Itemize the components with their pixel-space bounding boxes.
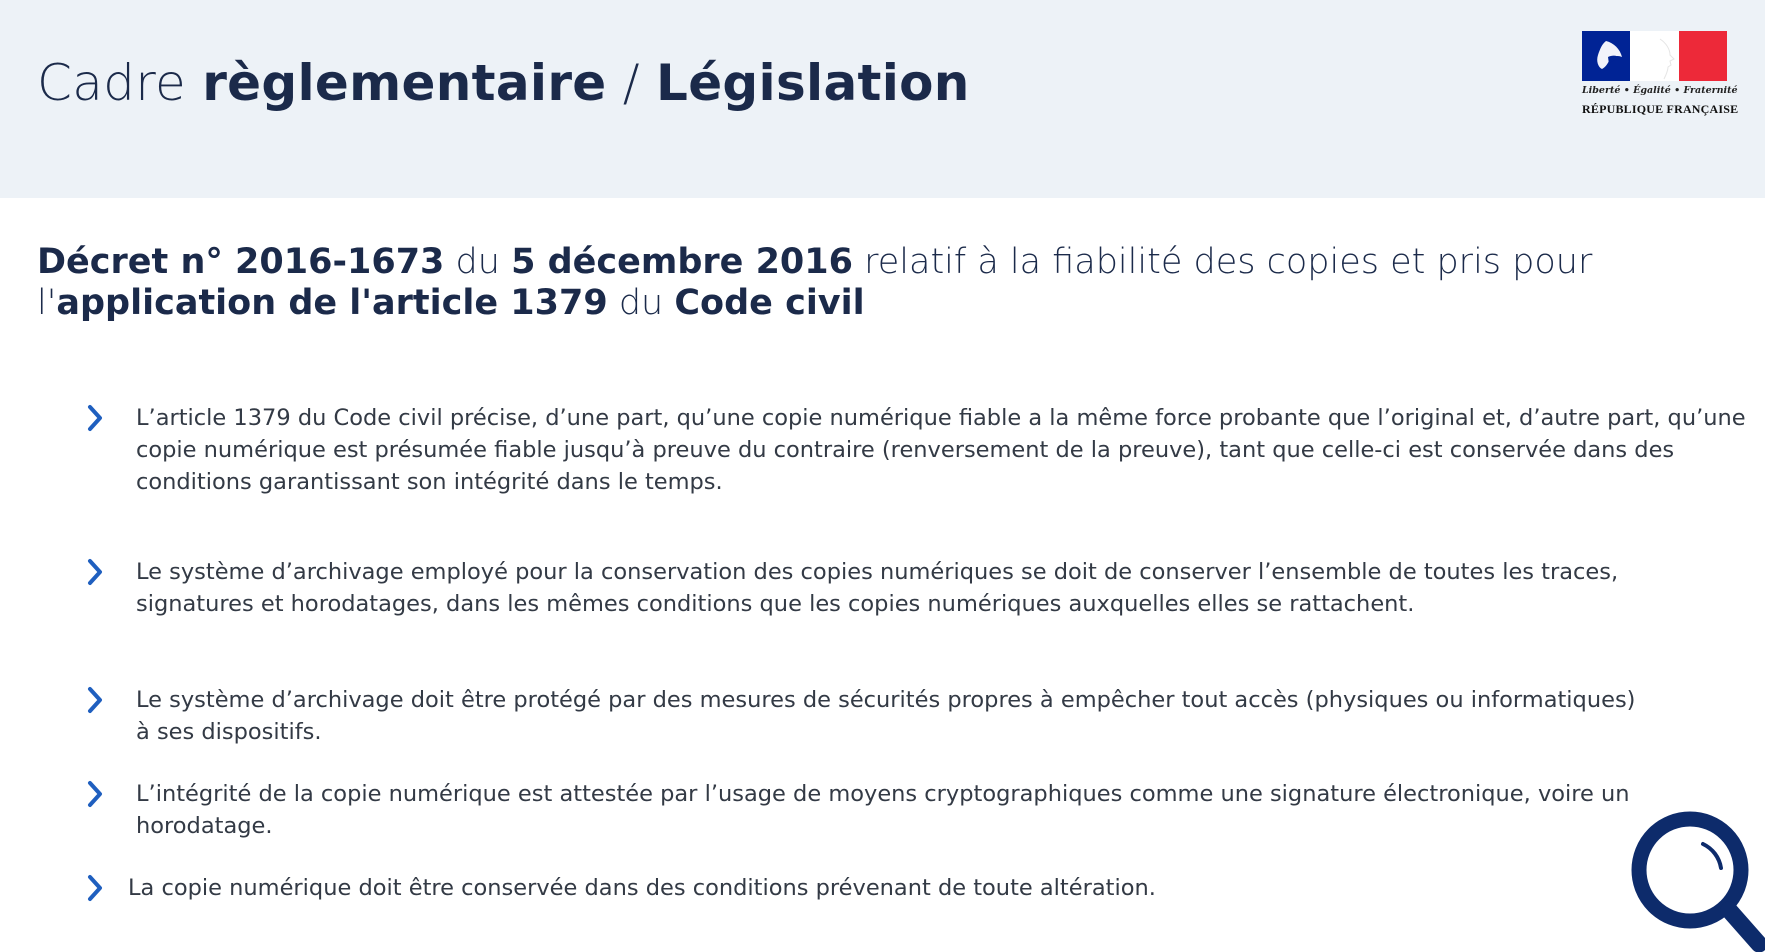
list-item-text: La copie numérique doit être conservée dans des conditions prévenant de toute altération. — [128, 875, 1156, 901]
logo-motto: Liberté • Égalité • Fraternité — [1582, 85, 1738, 96]
flag-red-band — [1679, 31, 1727, 81]
decree-text-relatif: relatif à la fiabilité des copies et pris pour l' — [37, 242, 1593, 323]
decree-text-du: du — [444, 242, 512, 282]
title-light-1: Cadre — [37, 54, 203, 112]
header-banner — [0, 0, 1765, 198]
decree-code-civil: Code civil — [674, 283, 865, 323]
marianne-face-icon — [1630, 31, 1679, 81]
title-bold-2: Législation — [656, 54, 970, 112]
logo-republic-name: RÉPUBLIQUE FRANÇAISE — [1582, 102, 1739, 116]
marianne-profile-icon — [1582, 31, 1630, 81]
decree-date: 5 décembre 2016 — [511, 242, 853, 282]
list-item-text: Le système d’archivage doit être protégé par des mesures de sécurités propres à empêcher tout accès (physiques ou informatiques) à ses dispositifs. — [136, 687, 1636, 745]
republique-francaise-logo — [1582, 31, 1739, 121]
chevron-right-icon — [85, 686, 107, 714]
french-flag-logo — [1582, 31, 1727, 81]
magnifier-icon — [1625, 806, 1765, 952]
title-bold-1: règlementaire — [202, 54, 607, 112]
decree-heading — [37, 242, 1637, 324]
list-item-text: Le système d’archivage employé pour la conservation des copies numériques se doit de conserver l’ensemble de toutes les traces, signatures et horodatages, dans les mêmes conditions que les copies numériques auxquelles elles se rattachent. — [136, 559, 1619, 617]
list-item-text: L’article 1379 du Code civil précise, d’une part, qu’une copie numérique fiable a la même force probante que l’original et, d’autre part, qu’une copie numérique est présumée fiable jusqu’à preuve du contraire (renversement de la preuve), tant que celle-ci est conservée dans des conditions garantissant son intégrité dans le temps. — [136, 405, 1746, 495]
title-separator: / — [606, 54, 657, 112]
chevron-right-icon — [85, 874, 107, 902]
list-item-text: L’intégrité de la copie numérique est attestée par l’usage de moyens cryptographiques comme une signature électronique, voire un horodatage. — [136, 781, 1630, 839]
decree-text-du-2: du — [607, 283, 675, 323]
decree-number: Décret n° 2016-1673 — [37, 242, 445, 282]
page-title — [37, 54, 970, 112]
chevron-right-icon — [85, 780, 107, 808]
flag-blue-band — [1582, 31, 1630, 81]
flag-white-band — [1630, 31, 1679, 81]
chevron-right-icon — [85, 558, 107, 586]
chevron-right-icon — [85, 404, 107, 432]
decree-article: application de l'article 1379 — [56, 283, 608, 323]
